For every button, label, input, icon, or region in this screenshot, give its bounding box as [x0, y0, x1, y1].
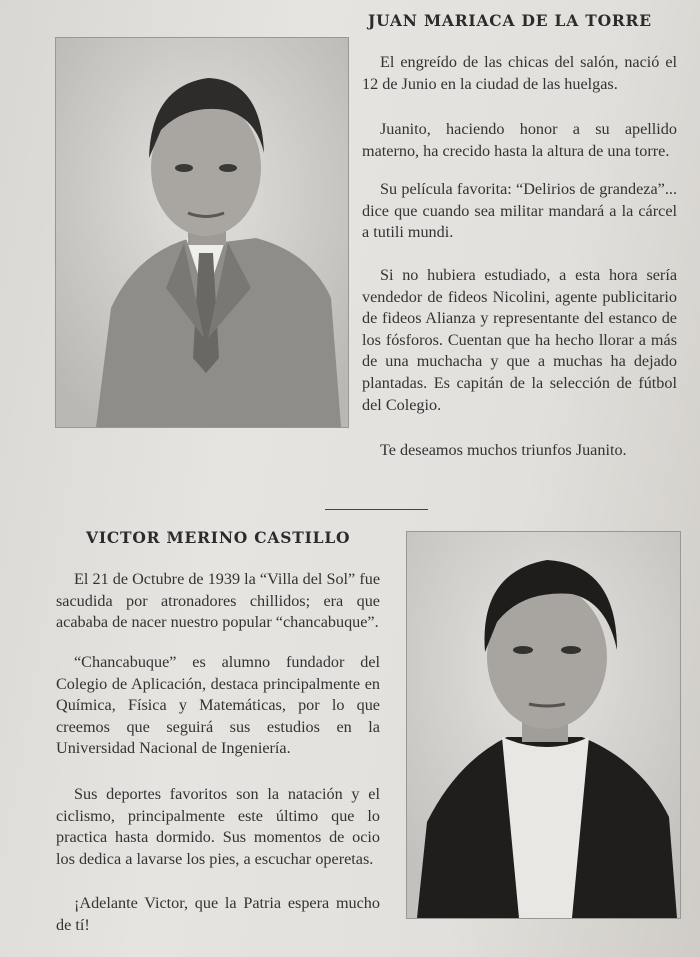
- profile-paragraph: “Chancabuque” es alumno fundador del Colegio de Aplicación, destaca principalmente en Química, Física y Matemáticas, por lo que creemos que seguirá sus estudios en la Universidad Nacional de Ingeniería.: [56, 653, 380, 758]
- profile-paragraph: Te deseamos muchos triunfos Juanito.: [380, 441, 627, 459]
- portrait-victor-figure: [407, 532, 680, 918]
- profile-paragraph: Si no hubiera estudiado, a esta hora sería vendedor de fideos Nicolini, agente publicitario de fideos Alianza y representante del estanco de los fósforos. Cuentan que ha hecho llorar a más de una muchacha y que a muchas ha dejado plantadas. Es capitán de la selección de fútbol del Colegio.: [362, 266, 677, 414]
- profile-paragraph: Sus deportes favoritos son la natación y el ciclismo, principalmente este último que lo practica hasta dormido. Sus momentos de ocio los dedica a lavarse los pies, a escuchar operetas.: [56, 785, 380, 868]
- profile-paragraph: ¡Adelante Victor, que la Patria espera mucho de tí!: [56, 894, 380, 934]
- profile-paragraph: El engreído de las chicas del salón, nació el 12 de Junio en la ciudad de las huelgas.: [362, 53, 677, 93]
- profile-paragraph: El 21 de Octubre de 1939 la “Villa del Sol” fue sacudida por atronadores chillidos; era que acababa de nacer nuestro popular “chancabuque”.: [56, 570, 380, 632]
- section-divider: [325, 509, 428, 510]
- portrait-juan-figure: [56, 38, 348, 427]
- profile-name-victor: VICTOR MERINO CASTILLO: [86, 528, 351, 547]
- profile-name-juan: JUAN MARIACA DE LA TORRE: [368, 11, 652, 30]
- portrait-photo-juan: [56, 38, 348, 427]
- profile-paragraph: Su película favorita: “Delirios de grandeza”... dice que cuando sea militar mandará a la cárcel a tutili mundi.: [362, 180, 677, 242]
- profile-paragraph: Juanito, haciendo honor a su apellido materno, ha crecido hasta la altura de una torre.: [362, 120, 677, 160]
- portrait-photo-victor: [407, 532, 680, 918]
